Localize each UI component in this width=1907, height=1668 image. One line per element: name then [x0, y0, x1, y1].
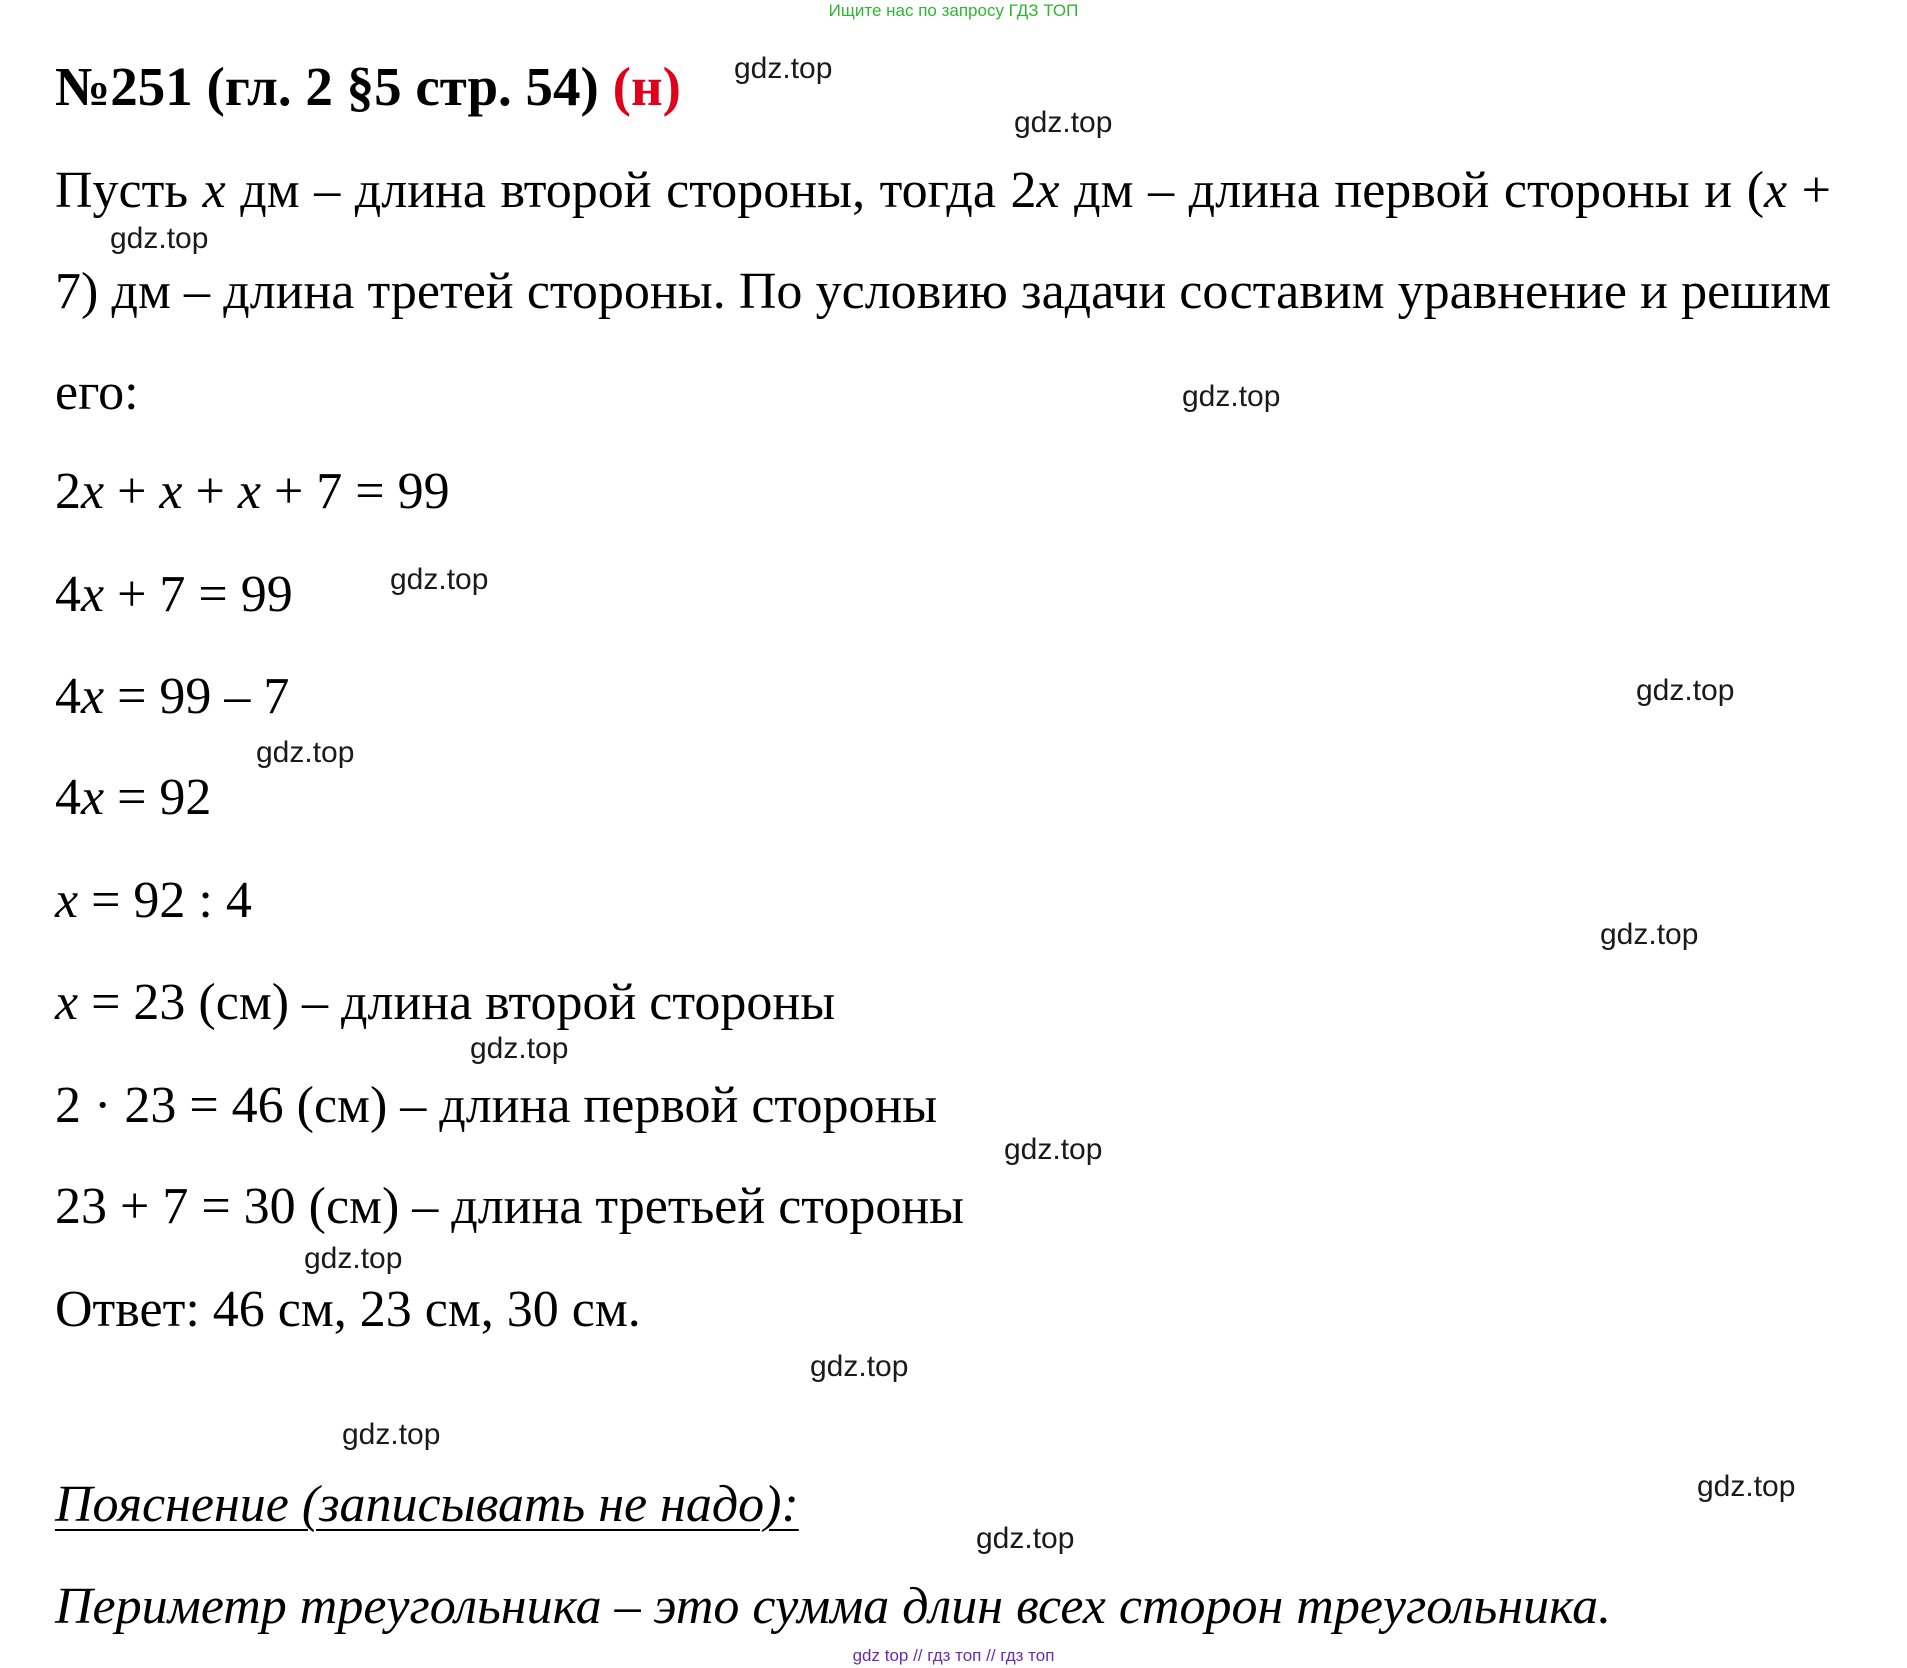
watermark: gdz.top	[1004, 1133, 1103, 1166]
footer-watermark: gdz top // гдз топ // гдз топ	[852, 1646, 1055, 1665]
equation-step-8: 23 + 7 = 30 (см) – длина третьей стороны	[55, 1178, 965, 1235]
watermark: gdz.top	[110, 222, 209, 255]
watermark: gdz.top	[256, 736, 355, 769]
watermark: gdz.top	[810, 1350, 909, 1383]
equation-step-3: 4x = 99 – 7	[55, 668, 290, 725]
explanation-text: Периметр треугольника – это сумма длин всех сторон треугольника.	[55, 1578, 1612, 1635]
equation-step-6: x = 23 (см) – длина второй стороны	[55, 974, 836, 1031]
problem-number: №251 (гл. 2 §5 стр. 54)	[55, 56, 599, 117]
watermark: gdz.top	[1014, 106, 1113, 139]
watermark: gdz.top	[470, 1032, 569, 1065]
watermark: gdz.top	[342, 1418, 441, 1451]
watermark: gdz.top	[390, 563, 489, 596]
watermark: gdz.top	[976, 1522, 1075, 1555]
search-banner: Ищите нас по запросу ГДЗ ТОП	[828, 1, 1079, 20]
equation-step-1: 2x + x + x + 7 = 99	[55, 463, 450, 520]
intro-paragraph: Пусть x дм – длина второй стороны, тогда 2x дм – длина первой стороны и (x + 7) дм – длина третей стороны. По условию задачи составим уравнение и решим его:	[55, 162, 1831, 421]
difficulty-mark: (н)	[612, 56, 681, 117]
page-title	[55, 52, 681, 122]
watermark: gdz.top	[734, 52, 833, 85]
equation-step-5: x = 92 : 4	[55, 872, 252, 929]
watermark: gdz.top	[1697, 1470, 1796, 1503]
watermark: gdz.top	[1636, 674, 1735, 707]
watermark: gdz.top	[1600, 918, 1699, 951]
equation-step-4: 4x = 92	[55, 769, 212, 826]
explanation-title: Пояснение (записывать не надо):	[55, 1476, 799, 1533]
watermark: gdz.top	[1182, 380, 1281, 413]
answer-line: Ответ: 46 см, 23 см, 30 см.	[55, 1281, 641, 1338]
equation-step-7: 2 · 23 = 46 (см) – длина первой стороны	[55, 1077, 938, 1134]
equation-step-2: 4x + 7 = 99	[55, 566, 293, 623]
watermark: gdz.top	[304, 1242, 403, 1275]
